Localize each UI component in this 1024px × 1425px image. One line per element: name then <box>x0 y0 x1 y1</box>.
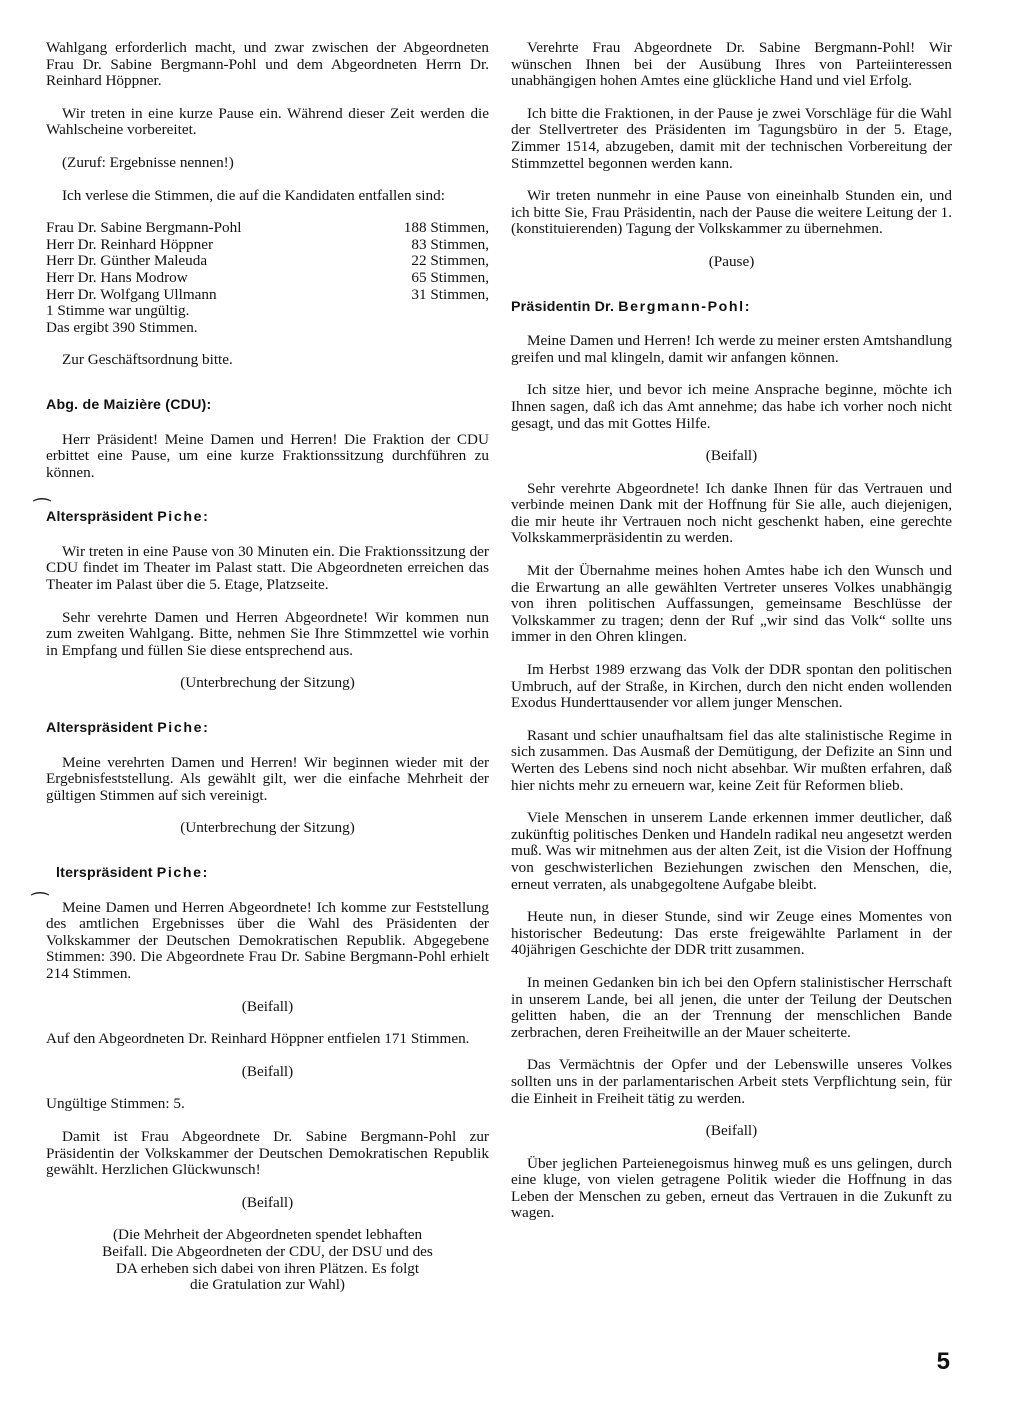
paragraph: Viele Menschen in unserem Lande erkennen immer deutlicher, daß zukünftig politisches Denken und Handeln radikal neu angesetzt werden muß. Was wir mitnehmen aus der alten Zeit, ist die Vision der Hoffnung von geschwisterlichen Beziehungen zwischen den Menschen, die, erneut verraten, als unabgegoltene Aufgabe bleibt. <box>511 809 952 893</box>
paragraph: Herr Präsident! Meine Damen und Herren! Die Fraktion der CDU erbittet eine Pause, um eine kurze Fraktionssitzung durchführen zu können. <box>46 430 489 481</box>
margin-mark-icon: ⁀ <box>34 498 51 522</box>
stage-direction-line: die Gratulation zur Wahl) <box>190 1276 345 1294</box>
stage-direction-line: (Die Mehrheit der Abgeordneten spendet lebhaften <box>112 1226 423 1244</box>
paragraph: Über jeglichen Parteienegoismus hinweg muß es uns gelingen, durch eine kluge, von vielen getragene Politik wieder die Hoffnung in das Leben der Menschen zu geben, erneut das Vertrauen in die Zukunft zu wagen. <box>511 1154 952 1222</box>
stage-direction-block <box>46 1227 489 1293</box>
paragraph: Zur Geschäftsordnung bitte. <box>62 351 233 369</box>
speaker-heading <box>46 509 489 526</box>
paragraph: Rasant und schier unaufhaltsam fiel das alte stalinistische Regime in sich zusammen. Das Ausmaß der Demütigung, der Defizite an Sinn und Werten des Lebens sind noch nicht absehbar. Wir mußten erfahren, daß hier nichts mehr zu erneuern war, keine Zeit für Reformen blieb. <box>511 726 952 794</box>
paragraph: Ich sitze hier, und bevor ich meine Ansprache beginne, möchte ich Ihnen sagen, daß ich das Amt annehme; das habe ich vorher noch nicht gesagt, und das mit Gottes Hilfe. <box>511 381 952 432</box>
speaker-name: Piche: <box>157 509 210 526</box>
paragraph: Wir treten nunmehr in eine Pause von eineinhalb Stunden ein, und ich bitte Sie, Frau Präsidentin, nach der Pause die weitere Leitung der 1. (konstituierenden) Tagung der Volkskammer zu übernehmen. <box>511 187 952 238</box>
stage-direction: (Beifall) <box>705 447 758 465</box>
speaker-name: Bergmann-Pohl: <box>618 298 752 315</box>
paragraph: Ich bitte die Fraktionen, in der Pause je zwei Vorschläge für die Wahl der Stellvertreter des Präsidenten im Tagungsbüro in der 5. Etage, Zimmer 1514, abzugeben, damit mit der technischen Vorbereitung der Stimmzettel begonnen werden kann. <box>511 104 952 172</box>
speaker-title: Alterspräsident <box>46 720 158 737</box>
vote-row <box>46 270 489 287</box>
vote-count: 65 Stimmen, <box>411 268 489 286</box>
paragraph: Meine Damen und Herren Abgeordnete! Ich komme zur Feststellung des amtlichen Ergebnisses über die Wahl des Präsidenten der Volkskammer der Deutschen Demokratischen Republik. Abgegebene Stimmen: 390. Die Abgeordnete Frau Dr. Sabine Bergmann-Pohl erhielt 214 Stimmen. <box>46 898 489 982</box>
paragraph: Wir treten in eine Pause von 30 Minuten ein. Die Fraktionssitzung der CDU findet im Theater im Palast statt. Die Abgeordneten erreichen das Theater im Palast über die 5. Etage, Platzseite. <box>46 542 489 594</box>
invalid-votes: 1 Stimme war ungültig. <box>46 302 190 320</box>
paragraph: Auf den Abgeordneten Dr. Reinhard Höppner entfielen 171 Stimmen. <box>46 1030 470 1048</box>
stage-direction: (Beifall) <box>705 1122 758 1140</box>
paragraph: Das Vermächtnis der Opfer und der Lebenswille unseres Volkes sollten uns in der parlamentarischen Arbeit stets Verpflichtung sein, für die Einheit in Freiheit tätig zu werden. <box>511 1056 952 1107</box>
paragraph: Sehr verehrte Damen und Herren Abgeordnete! Wir kommen nun zum zweiten Wahlgang. Bitte, nehmen Sie Ihre Stimmzettel wie vorhin in Empfang und füllen Sie diese entsprechend aus. <box>46 608 489 659</box>
paragraph: In meinen Gedanken bin ich bei den Opfern stalinistischer Herrschaft in unserem Lande, bei all jenen, die unter der Teilung der Deutschen gelitten haben, die an der Trennung der menschlichen Bande zerbrachen, deren Freiheitwille an der Mauer scheiterte. <box>511 973 952 1041</box>
vote-count: 83 Stimmen, <box>411 235 489 253</box>
speaker-title: Präsidentin Dr. <box>511 298 619 315</box>
paragraph: Wahlgang erforderlich macht, und zwar zwischen der Abgeordneten Frau Dr. Sabine Bergmann-Pohl und dem Abgeordneten Herrn Dr. Reinhard Höppner. <box>46 39 489 90</box>
paragraph: Wir treten in eine kurze Pause ein. Während dieser Zeit werden die Wahlscheine vorbereitet. <box>46 104 489 139</box>
paragraph: Ich verlese die Stimmen, die auf die Kandidaten entfallen sind: <box>62 186 445 204</box>
speaker-heading <box>511 299 952 316</box>
vote-row <box>46 287 489 304</box>
stage-direction-line: DA erheben sich dabei von ihren Plätzen. Es folgt <box>115 1259 420 1277</box>
vote-row <box>46 220 489 237</box>
speaker-title: Alterspräsident <box>46 509 158 526</box>
paragraph: Heute nun, in dieser Stunde, sind wir Zeuge eines Momentes von historischer Bedeutung: Das erste freigewählte Parlament in der 40jährigen Geschichte der DDR tritt zusammen. <box>511 908 952 959</box>
interjection: (Zuruf: Ergebnisse nennen!) <box>62 153 234 171</box>
speaker-name: Piche: <box>157 720 210 737</box>
paragraph: Meine Damen und Herren! Ich werde zu meiner ersten Amtshandlung greifen und mal klingeln, damit wir anfangen können. <box>511 332 952 366</box>
speaker-name: Piche: <box>156 865 209 881</box>
candidate-name: Herr Dr. Reinhard Höppner <box>46 235 214 253</box>
page-number: 5 <box>936 1348 950 1375</box>
paragraph: Mit der Übernahme meines hohen Amtes habe ich den Wunsch und die Erwartung an alle gewählten Vertreter unseres Volkes unabhängig von ihren politischen Auffassungen, gemeinsame Beschlüsse der Volkskammer zu tragen; denn der Ruf „wir sind das Volk“ sollte uns immer in den Ohren klingen. <box>511 562 952 646</box>
paragraph: Meine verehrten Damen und Herren! Wir beginnen wieder mit der Ergebnisfeststellung. Als gewählt gilt, wer die einfache Mehrheit der gültigen Stimmen auf sich vereinigt. <box>46 753 489 804</box>
paragraph: Sehr verehrte Abgeordnete! Ich danke Ihnen für das Vertrauen und verbinde meinen Dank mit der Hoffnung für Sie alle, auch diejenigen, die mir heute ihr Vertrauen noch nicht geschenkt haben, eine gerechte Volkskammerpräsidentin zu werden. <box>511 479 952 547</box>
candidate-name: Frau Dr. Sabine Bergmann-Pohl <box>46 219 242 237</box>
vote-row <box>46 253 489 270</box>
stage-direction: (Beifall) <box>241 1062 294 1080</box>
stage-direction: (Unterbrechung der Sitzung) <box>180 674 355 692</box>
speaker-heading <box>46 865 489 882</box>
stage-direction: (Beifall) <box>241 997 294 1015</box>
stage-direction: (Unterbrechung der Sitzung) <box>180 819 355 837</box>
paragraph: Verehrte Frau Abgeordnete Dr. Sabine Bergmann-Pohl! Wir wünschen Ihnen bei der Ausübung Ihres von Parteiinteressen unabhängigen hohen Amtes eine glückliche Hand und viel Erfolg. <box>511 39 952 90</box>
paragraph: Im Herbst 1989 erzwang das Volk der DDR spontan den politischen Umbruch, auf der Straße, in Kirchen, durch den nicht enden wollenden Exodus Hunderttausender vor allem junger Menschen. <box>511 661 952 712</box>
vote-count: 31 Stimmen, <box>411 285 489 303</box>
right-column <box>511 40 952 1238</box>
vote-total: Das ergibt 390 Stimmen. <box>46 318 198 336</box>
stage-direction-line: Beifall. Die Abgeordneten der CDU, der DSU und des <box>102 1242 433 1260</box>
vote-results <box>46 220 489 336</box>
candidate-name: Herr Dr. Hans Modrow <box>46 268 188 286</box>
left-column <box>46 40 489 1294</box>
vote-count: 22 Stimmen, <box>411 252 489 270</box>
margin-mark-icon: ⁀ <box>32 892 49 916</box>
vote-count: 188 Stimmen, <box>403 219 489 237</box>
paragraph: Ungültige Stimmen: 5. <box>46 1095 185 1113</box>
paragraph: Damit ist Frau Abgeordnete Dr. Sabine Bergmann-Pohl zur Präsidentin der Volkskammer der Deutschen Demokratischen Republik gewählt. Herzlichen Glückwunsch! <box>46 1127 489 1179</box>
speaker-heading: Abg. de Maizière (CDU): <box>46 396 212 413</box>
speaker-heading <box>46 720 489 737</box>
candidate-name: Herr Dr. Günther Maleuda <box>46 252 208 270</box>
vote-row <box>46 237 489 254</box>
speaker-title: lterspräsident <box>56 865 157 881</box>
stage-direction: (Pause) <box>708 252 755 270</box>
candidate-name: Herr Dr. Wolfgang Ullmann <box>46 285 217 303</box>
stage-direction: (Beifall) <box>241 1193 294 1211</box>
